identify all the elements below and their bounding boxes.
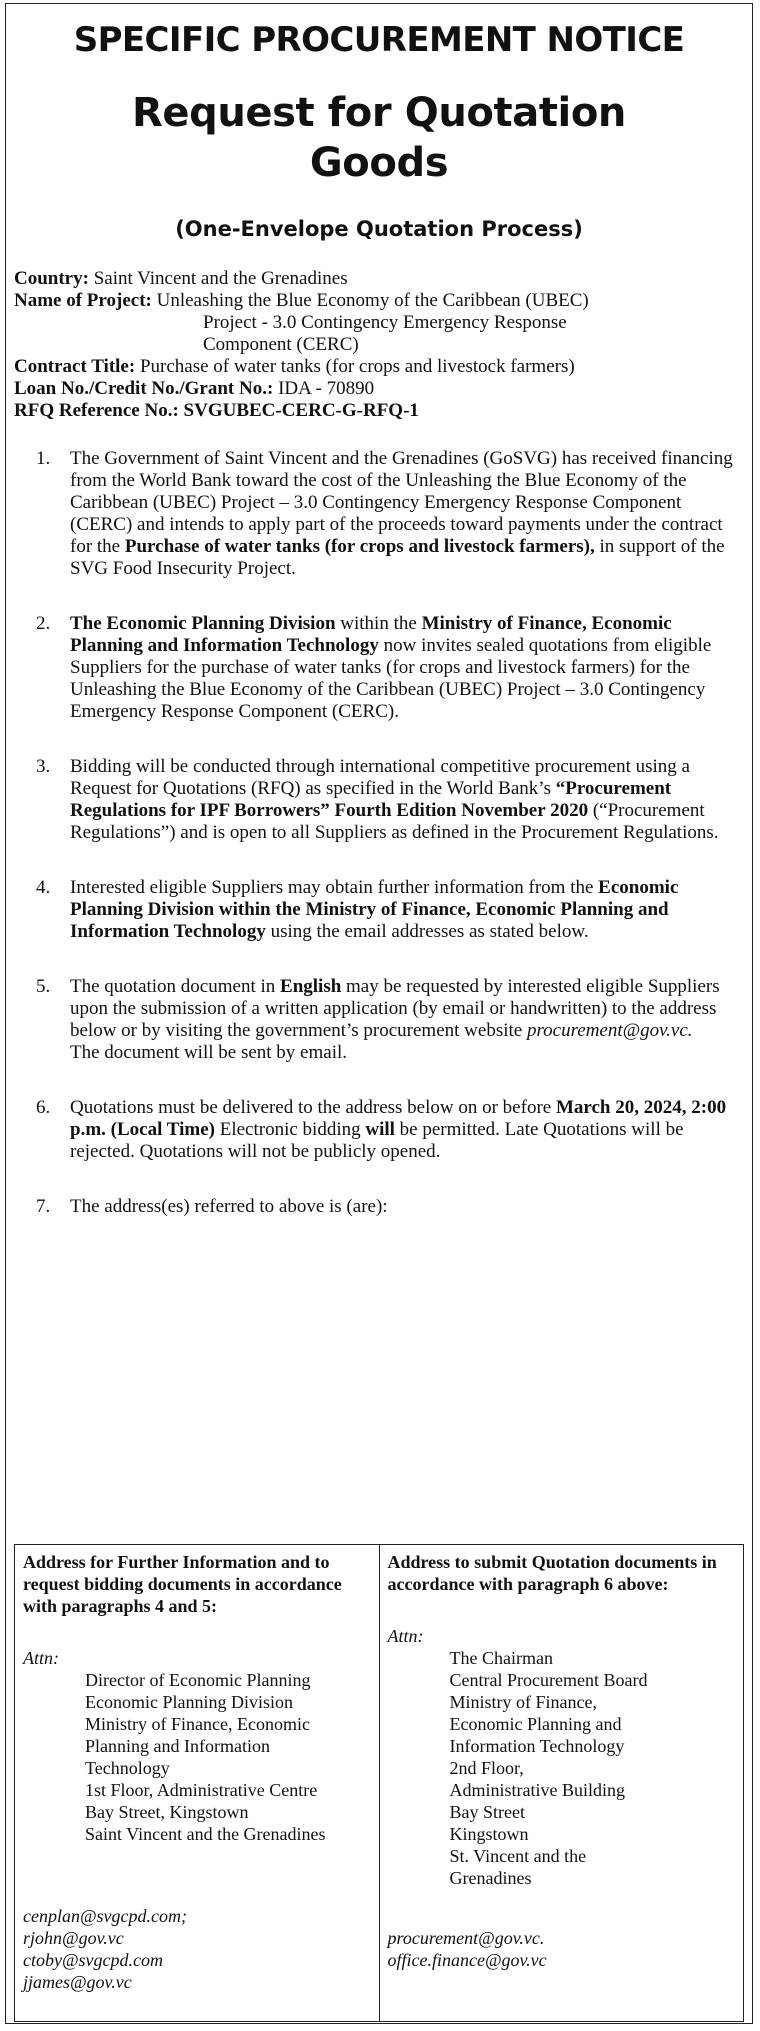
paragraph-number: 7. [36, 1196, 51, 1217]
address-line: Saint Vincent and the Grenadines [85, 1824, 326, 1844]
paragraph-number: 1. [36, 448, 51, 469]
address-further-info-cell [15, 1545, 380, 2022]
loan-value: IDA - 70890 [278, 378, 375, 399]
paragraph-number: 3. [36, 756, 51, 777]
paragraph-text: may be requested by interested eligible Suppliers upon the submission of a written application (by email or handwritten) to the address below or by visiting the government’s procurement website [70, 976, 720, 1041]
project-row [14, 290, 739, 356]
notice-paragraphs [6, 448, 752, 1218]
address-left-heading: Address for Further Information and to request bidding documents in accordance with paragraphs 4 and 5: [23, 1552, 342, 1616]
address-line: The Chairman [449, 1648, 553, 1668]
address-right-heading: Address to submit Quotation documents in accordance with paragraph 6 above: [387, 1552, 717, 1594]
project-value-line-2: Project - 3.0 Contingency Emergency Response [203, 312, 567, 333]
paragraph-bold-text: Economic Planning Division within the Ministry of Finance, Economic Planning and Information Technology [70, 877, 679, 942]
address-line: 1st Floor, Administrative Centre [85, 1780, 318, 1800]
address-right-lines [388, 1647, 736, 1889]
country-label: Country: [14, 268, 89, 289]
paragraph-number: 5. [36, 976, 51, 997]
address-line: Bay Street [449, 1802, 525, 1822]
contract-value: Purchase of water tanks (for crops and livestock farmers) [139, 356, 575, 377]
address-line: Information Technology [449, 1736, 625, 1756]
address-table [14, 1544, 744, 2022]
notice-title: SPECIFIC PROCUREMENT NOTICE [73, 20, 685, 60]
address-right-emails [388, 1927, 736, 1971]
address-line: Ministry of Finance, Economic [85, 1714, 310, 1734]
paragraph-3 [6, 756, 752, 844]
paragraph-text: The quotation document in [70, 976, 281, 997]
paragraph-text: using the email addresses as stated below. [265, 921, 589, 942]
address-left-attn: Attn: [23, 1648, 59, 1668]
address-line: Grenadines [449, 1868, 532, 1888]
address-line: Central Procurement Board [449, 1670, 648, 1690]
paragraph-text: The document will be sent by email. [70, 1042, 348, 1063]
paragraph-text: Quotations must be delivered to the address below on or before [70, 1097, 556, 1118]
address-line: St. Vincent and the [449, 1846, 587, 1866]
paragraph-number: 4. [36, 877, 51, 898]
paragraph-text: The address(es) referred to above is (are): [70, 1196, 388, 1217]
paragraph-text: The Government of Saint Vincent and the Grenadines (GoSVG) has received financing from the World Bank toward the cost of the Unleashing the Blue Economy of the Caribbean (UBEC) Project – 3.0 Contingency Emergency Response Component (CERC) and intends to apply part of the proceeds toward payments under the contract for the [70, 448, 733, 557]
address-left-emails [23, 1905, 371, 1993]
paragraph-text: now invites sealed quotations from eligible Suppliers for the purchase of water tanks (for crops and livestock farmers) for the Unleashing the Blue Economy of the Caribbean (UBEC) Project – 3.0 Contingency Emergency Response Component (CERC). [70, 635, 712, 722]
address-right-attn: Attn: [387, 1626, 424, 1646]
contract-row [14, 356, 739, 378]
loan-label: Loan No./Credit No./Grant No.: [14, 378, 274, 399]
paragraph-5 [6, 976, 752, 1064]
deadline-text: March 20, 2024, 2:00 p.m. (Local Time) [70, 1097, 727, 1140]
address-submit-quotation-cell [379, 1545, 744, 2022]
email-link[interactable]: office.finance@gov.vc [387, 1950, 547, 1970]
paragraph-text: Bidding will be conducted through international competitive procurement using a Request for Quotations (RFQ) as specified in the World Bank’s [70, 756, 690, 799]
paragraph-text: Interested eligible Suppliers may obtain further information from the [70, 877, 599, 898]
paragraph-7 [6, 1196, 752, 1218]
procurement-notice-page [5, 3, 753, 2024]
address-line: Director of Economic Planning [85, 1670, 311, 1690]
paragraph-text: Electronic bidding [214, 1119, 366, 1140]
email-link[interactable]: ctoby@svgcpd.com [23, 1950, 164, 1970]
country-row [14, 268, 739, 290]
procurement-website-link[interactable]: procurement@gov.vc. [526, 1020, 693, 1041]
paragraph-2 [6, 613, 752, 723]
paragraph-text: be permitted. Late Quotations will be rejected. Quotations will not be publicly opened. [70, 1119, 684, 1162]
paragraph-bold-text: English [280, 976, 342, 997]
paragraph-bold-text: will [365, 1119, 395, 1140]
email-link[interactable]: procurement@gov.vc. [387, 1928, 545, 1948]
project-value-line-3: Component (CERC) [203, 334, 359, 355]
paragraph-bold-text: The Economic Planning Division [70, 613, 336, 634]
paragraph-bold-text: Ministry of Finance, Economic Planning and Information Technology [70, 613, 672, 656]
project-label: Name of Project: [14, 290, 152, 311]
paragraph-text: (“Procurement Regulations”) and is open to all Suppliers as defined in the Procurement Regulations. [70, 800, 719, 843]
reference-value: SVGUBEC-CERC-G-RFQ-1 [183, 400, 419, 421]
paragraph-number: 2. [36, 613, 51, 634]
loan-row [14, 378, 739, 400]
notice-metadata [14, 268, 739, 422]
address-line: Planning and Information [85, 1736, 270, 1756]
paragraph-6 [6, 1097, 752, 1163]
paragraph-1 [6, 448, 752, 580]
paragraph-text: within the [335, 613, 422, 634]
email-link[interactable]: rjohn@gov.vc [23, 1928, 124, 1948]
address-line: Kingstown [449, 1824, 529, 1844]
paragraph-number: 6. [36, 1097, 51, 1118]
reference-label: RFQ Reference No.: [14, 400, 179, 421]
rfq-title [6, 88, 752, 188]
paragraph-text: in support of the SVG Food Insecurity Project. [70, 536, 725, 579]
project-value-line-1: Unleashing the Blue Economy of the Caribbean (UBEC) [156, 290, 589, 311]
address-left-lines [23, 1669, 371, 1845]
reference-row [14, 400, 739, 422]
address-line: Bay Street, Kingstown [85, 1802, 249, 1822]
address-table-row [15, 1545, 744, 2022]
rfq-title-line-2: Goods [309, 140, 449, 186]
address-line: Economic Planning Division [85, 1692, 293, 1712]
address-line: Administrative Building [449, 1780, 625, 1800]
country-value: Saint Vincent and the Grenadines [93, 268, 348, 289]
rfq-title-line-1: Request for Quotation [131, 90, 627, 136]
contract-label: Contract Title: [14, 356, 136, 377]
process-subtitle: (One-Envelope Quotation Process) [175, 217, 583, 241]
email-link[interactable]: jjames@gov.vc [23, 1972, 132, 1992]
address-line: Ministry of Finance, [449, 1692, 597, 1712]
address-line: Technology [85, 1758, 170, 1778]
address-line: 2nd Floor, [449, 1758, 524, 1778]
paragraph-bold-text: Purchase of water tanks (for crops and livestock farmers), [124, 536, 595, 557]
paragraph-bold-text: “Procurement Regulations for IPF Borrowers” Fourth Edition November 2020 [70, 778, 672, 821]
paragraph-4 [6, 877, 752, 943]
address-line: Economic Planning and [449, 1714, 622, 1734]
email-link[interactable]: cenplan@svgcpd.com; [23, 1906, 188, 1926]
